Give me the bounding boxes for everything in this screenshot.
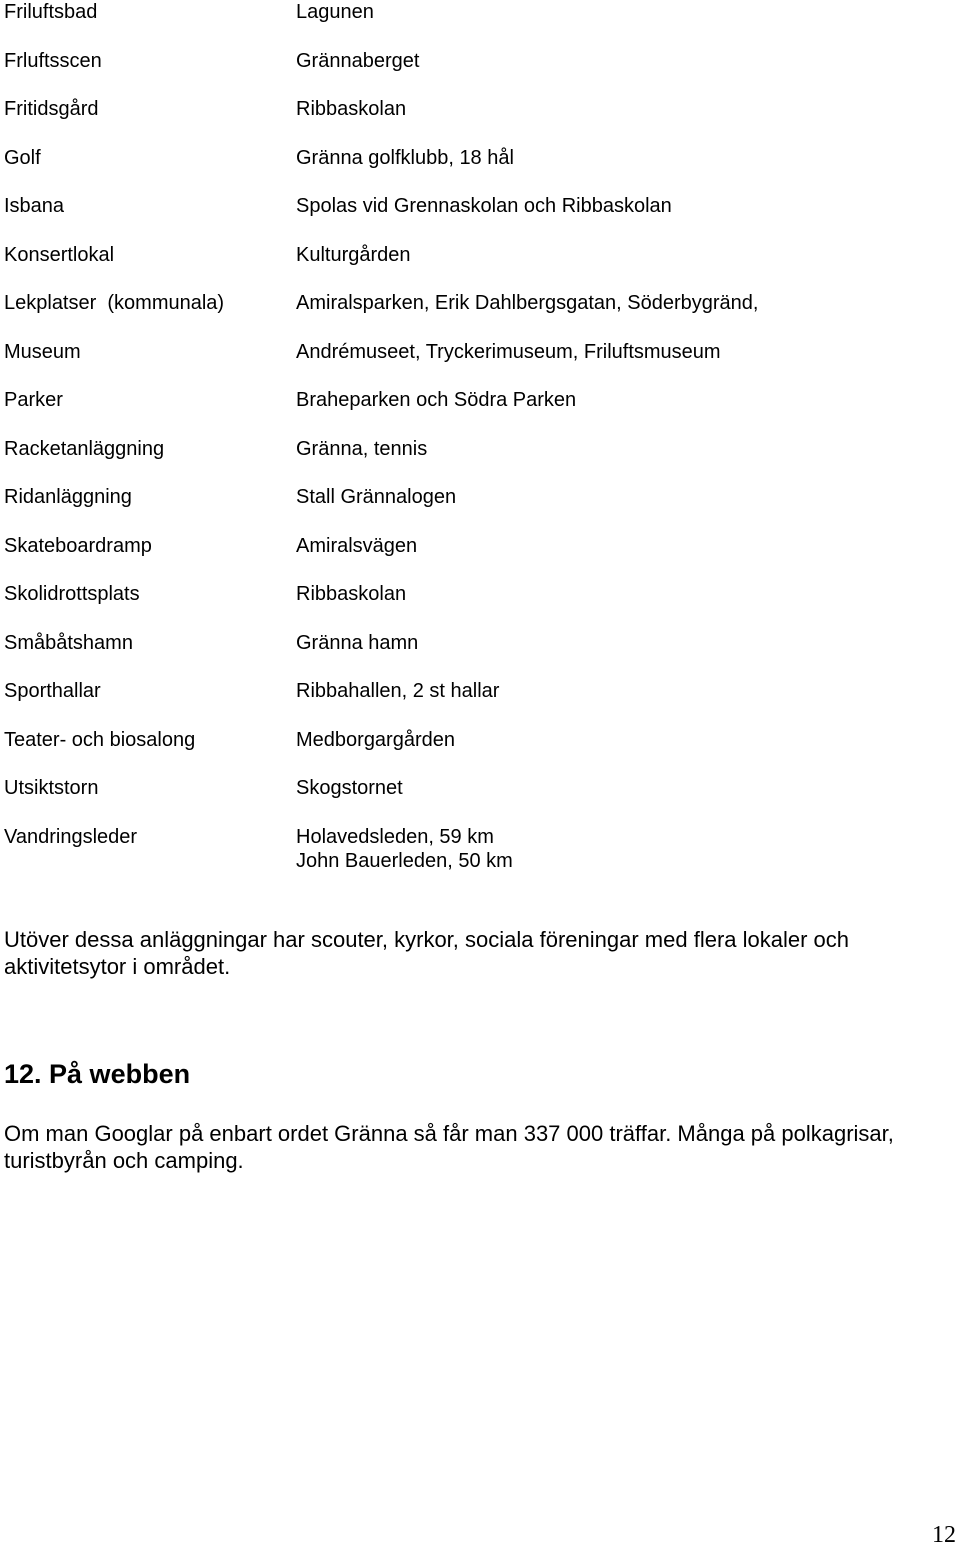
facility-place	[296, 243, 944, 267]
facility-place	[296, 388, 944, 412]
facility-place-line: Ribbahallen, 2 st hallar	[296, 680, 500, 702]
facility-place	[296, 825, 944, 873]
facility-category: Skateboardramp	[4, 534, 152, 557]
facility-category: Racketanläggning	[4, 437, 165, 460]
facility-place-line: Holavedsleden, 59 km	[296, 825, 494, 848]
facility-row	[4, 97, 944, 146]
facility-category: Småbåtshamn	[4, 631, 133, 654]
facility-place	[296, 679, 944, 703]
facility-category: Sporthallar	[4, 680, 101, 702]
facility-category: Isbana	[4, 195, 65, 217]
facility-place	[296, 534, 944, 558]
facility-place-line: Amiralsvägen	[296, 534, 418, 557]
facility-place	[296, 291, 944, 315]
facility-place-line: Spolas vid Grennaskolan och Ribbaskolan	[296, 195, 672, 217]
facility-place-line: Braheparken och Södra Parken	[296, 389, 577, 411]
facility-row	[4, 631, 944, 680]
facility-category: Fritidsgård	[4, 98, 99, 120]
facility-table	[4, 0, 944, 873]
facility-row	[4, 243, 944, 292]
facility-place-line: Medborgargården	[296, 728, 455, 751]
facility-place-line: John Bauerleden, 50 km	[296, 849, 513, 872]
facility-place-line: Ribbaskolan	[296, 583, 407, 605]
facility-place-line: Lagunen	[296, 1, 374, 23]
facility-category: Teater- och biosalong	[4, 728, 196, 751]
facility-row	[4, 679, 944, 728]
paragraph-web: Om man Googlar på enbart ordet Gränna så får man 337 000 träffar. Många på polkagrisar, turistbyrån och camping.	[4, 1121, 894, 1173]
facility-place	[296, 728, 944, 752]
facility-place	[296, 0, 944, 24]
facility-place	[296, 340, 944, 364]
facility-place-line: Kulturgården	[296, 243, 411, 266]
facility-place	[296, 437, 944, 461]
facility-place	[296, 485, 944, 509]
paragraph-organizations: Utöver dessa anläggningar har scouter, kyrkor, sociala föreningar med flera lokaler och aktivitetsytor i området.	[4, 927, 850, 979]
facility-row	[4, 194, 944, 243]
facility-row	[4, 485, 944, 534]
facility-row	[4, 437, 944, 486]
facility-place	[296, 97, 944, 121]
facility-row	[4, 776, 944, 825]
facility-place-line: Skogstornet	[296, 777, 403, 799]
facility-place-line: Stall Grännalogen	[296, 486, 457, 508]
facility-row	[4, 340, 944, 389]
page-number: 12	[932, 1522, 956, 1548]
facility-category: Skolidrottsplats	[4, 583, 140, 605]
facility-row	[4, 825, 944, 874]
facility-category: Friluftsbad	[4, 1, 98, 23]
facility-row	[4, 534, 944, 583]
facility-row	[4, 49, 944, 98]
facility-place-line: Gränna golfklubb, 18 hål	[296, 146, 514, 169]
facility-row	[4, 0, 944, 49]
facility-place	[296, 776, 944, 800]
facility-row	[4, 291, 944, 340]
facility-place	[296, 582, 944, 606]
facility-place	[296, 194, 944, 218]
facility-category: Golf	[4, 146, 41, 169]
facility-row	[4, 146, 944, 195]
facility-category: Frluftsscen	[4, 49, 102, 72]
facility-row	[4, 728, 944, 777]
facility-row	[4, 388, 944, 437]
facility-category: Konsertlokal	[4, 243, 115, 266]
facility-place	[296, 49, 944, 73]
facility-place-line: Gränna hamn	[296, 631, 419, 654]
facility-place-line: Ribbaskolan	[296, 98, 407, 120]
facility-place-line: Grännaberget	[296, 49, 420, 72]
facility-place-line: Amiralsparken, Erik Dahlbergsgatan, Söderbygränd,	[296, 292, 759, 314]
facility-category: Lekplatser (kommunala)	[4, 292, 225, 314]
facility-place-line: Gränna, tennis	[296, 437, 428, 460]
facility-place-line: Andrémuseet, Tryckerimuseum, Friluftsmuseum	[296, 340, 721, 363]
facility-row	[4, 582, 944, 631]
facility-place	[296, 146, 944, 170]
facility-category: Utsiktstorn	[4, 777, 99, 799]
facility-category: Vandringsleder	[4, 825, 138, 848]
facility-category: Parker	[4, 389, 63, 411]
section-heading: 12. På webben	[4, 1059, 191, 1089]
facility-place	[296, 631, 944, 655]
facility-category: Museum	[4, 340, 81, 363]
facility-category: Ridanläggning	[4, 486, 132, 508]
